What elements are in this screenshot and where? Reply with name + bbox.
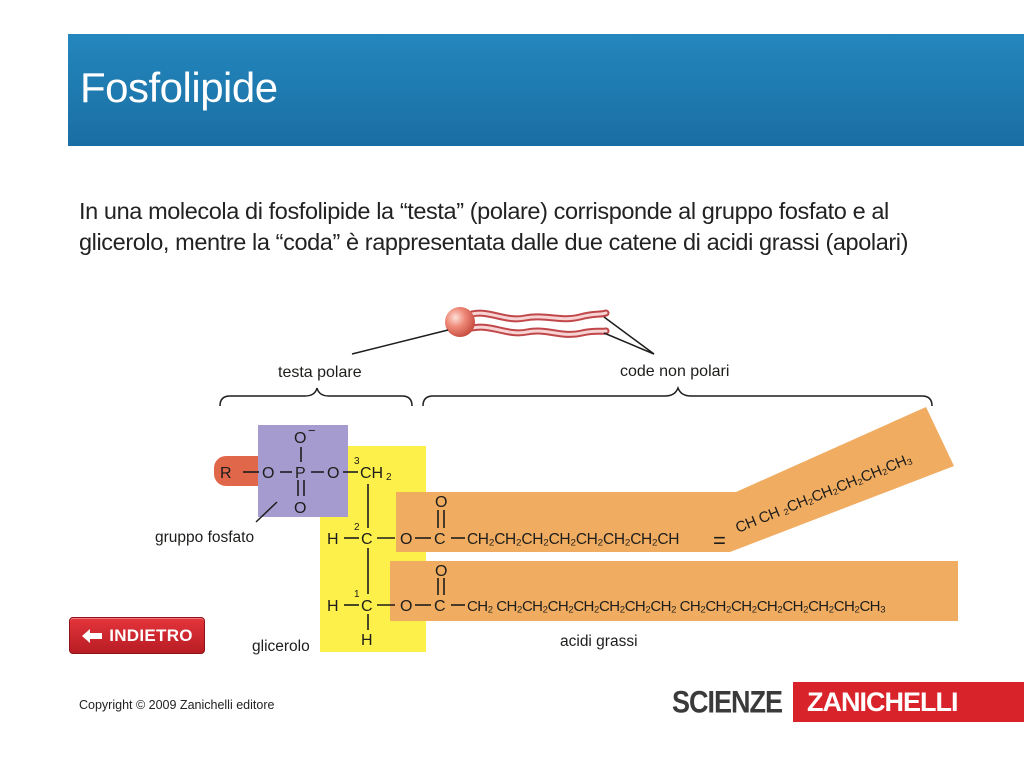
carbon-number-1: 1 [354,589,360,600]
atom-o-minus: O [294,430,307,447]
atom-c-middle: C [361,531,373,548]
atom-h-middle: H [327,531,339,548]
atom-h-lower: H [327,598,339,615]
atom-o-ester-1: O [400,531,413,548]
brand-scienze-logo: SCIENZE [672,684,783,720]
atom-o-ester: O [262,465,275,482]
chain-2-formula: CH₂ CH₂CH₂CH₂CH₂CH₂CH₂CH₂ CH₂CH₂CH₂CH₂CH₂CH₂CH₂CH₃ [467,598,886,615]
minus-sign: − [308,423,316,438]
atom-o-double: O [294,500,307,517]
double-bond-symbol: = [713,528,726,553]
polar-head-circle [445,307,475,337]
atom-o-carbonyl-1: O [435,494,448,511]
pointer-lines [352,317,654,354]
intro-paragraph: In una molecola di fosfolipide la “testa” (polare) corrisponde al gruppo fosfato e al glicerolo, mentre la “coda” è rappresentata dalle due catene di acidi grassi (apolari) [79,198,909,255]
atom-c-carbonyl-2: C [434,598,446,615]
back-button-label: INDIETRO [109,625,193,645]
atom-c-lower: C [361,598,373,615]
atom-o-carbonyl-2: O [435,563,448,580]
carbon-number-3: 3 [354,456,360,467]
sub-2: 2 [386,472,392,483]
head-brace [220,388,412,406]
atom-h-bottom: H [361,632,373,649]
atom-r: R [220,465,232,482]
tails-brace [423,388,932,406]
atom-o-ester-2: O [400,598,413,615]
atom-c-carbonyl-1: C [434,531,446,548]
slide-title: Fosfolipide [80,64,278,111]
head-label: testa polare [278,364,362,381]
atom-o-link: O [327,465,340,482]
glycerol-label: glicerolo [252,638,310,655]
phosphate-label: gruppo fosfato [155,529,255,546]
chain-1-tail-formula: CH CH ₂CH₂CH₂CH₂CH₂CH₃ [733,450,915,537]
atom-ch2-top: CH [360,465,384,482]
back-button[interactable] [69,617,205,654]
chain-1-formula: CH₂CH₂CH₂CH₂CH₂CH₂CH₂CH [467,531,680,548]
arrow-left-icon [81,628,103,644]
tails-label: code non polari [620,363,730,380]
atom-p: P [295,465,306,482]
molecule-icon [445,307,606,337]
fatty-acids-label: acidi grassi [560,633,638,650]
brand-zanichelli-logo: ZANICHELLI [793,682,1024,722]
carbon-number-2: 2 [354,522,360,533]
copyright-text: Copyright © 2009 Zanichelli editore [79,698,275,712]
